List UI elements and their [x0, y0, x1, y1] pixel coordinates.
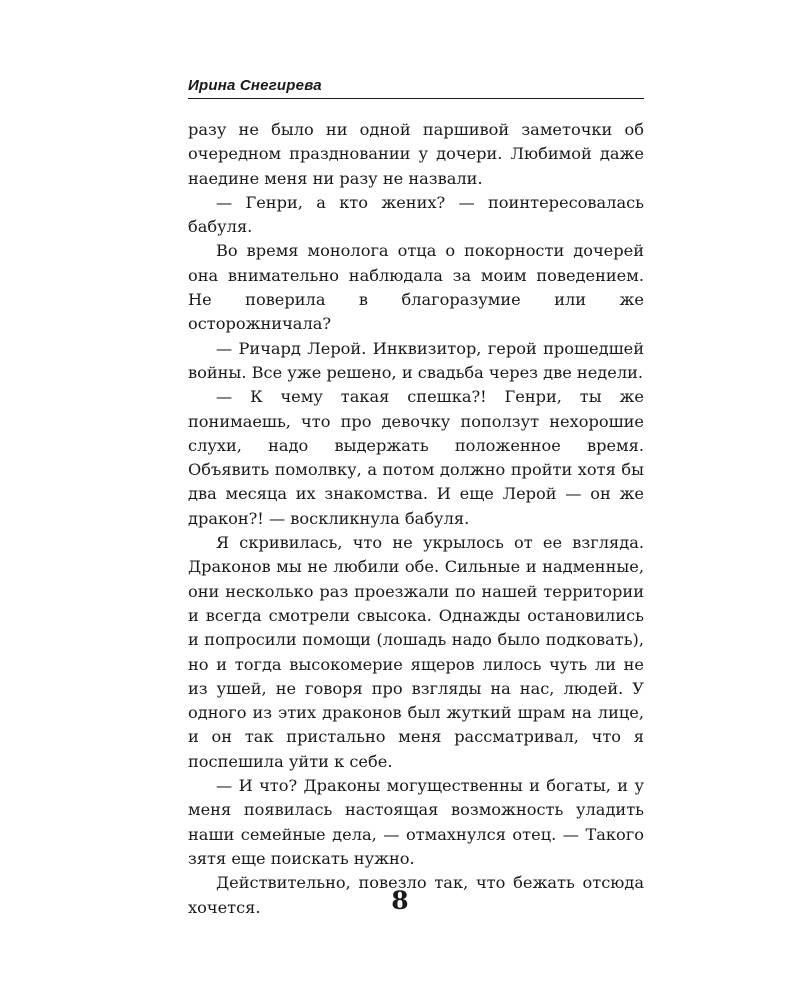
author-name: Ирина Снегирева [188, 77, 322, 94]
paragraph-8: Действительно, повезло так, что бежать отсюда хочется. [188, 873, 644, 917]
paragraph-5: — К чему такая спешка?! Генри, ты же понимаешь, что про девочку поползут нехорошие слухи, надо выдержать положенное время. Объявить помолвку, а потом должно пройти хотя бы два месяца их знакомства. И еще Лерой — он же дракон?! — воскликнула бабуля. [188, 387, 644, 528]
paragraph-3: Во время монолога отца о покорности дочерей она внимательно наблюдала за моим поведением. Не поверила в благоразумие или же осторожничала? [188, 241, 644, 334]
paragraph-1: разу не было ни одной паршивой заметочки об очередном праздновании у дочери. Любимой даже наедине меня ни разу не назвали. [188, 120, 644, 188]
paragraph-2: — Генри, а кто жених? — поинтересовалась бабуля. [188, 192, 644, 237]
paragraph-6: Я скривилась, что не укрылось от ее взгляда. Драконов мы не любили обе. Сильные и надменные, они несколько раз проезжали по нашей территории и всегда смотрели свысока. Однажды остановились и попросили помощи (лошадь надо было подковать), но и тогда высокомерие ящеров лилось чуть ли не из ушей, не говоря про взгляды на нас, людей. У одного из этих драконов был жуткий шрам на лице, и он так пристально меня рассматривал, что я поспешила уйти к себе. [188, 533, 644, 771]
paragraph-4: — Ричард Лерой. Инквизитор, герой прошедшей войны. Все уже решено, и свадьба через две недели. [188, 338, 644, 382]
page-number: 8 [391, 886, 409, 915]
paragraph-7: — И что? Драконы могущественны и богаты, и у меня появилась настоящая возможность уладить наши семейные дела, — отмахнулся отец. — Такого зятя еще поискать нужно. [188, 776, 644, 868]
running-header [188, 74, 644, 99]
body-text [188, 118, 644, 920]
